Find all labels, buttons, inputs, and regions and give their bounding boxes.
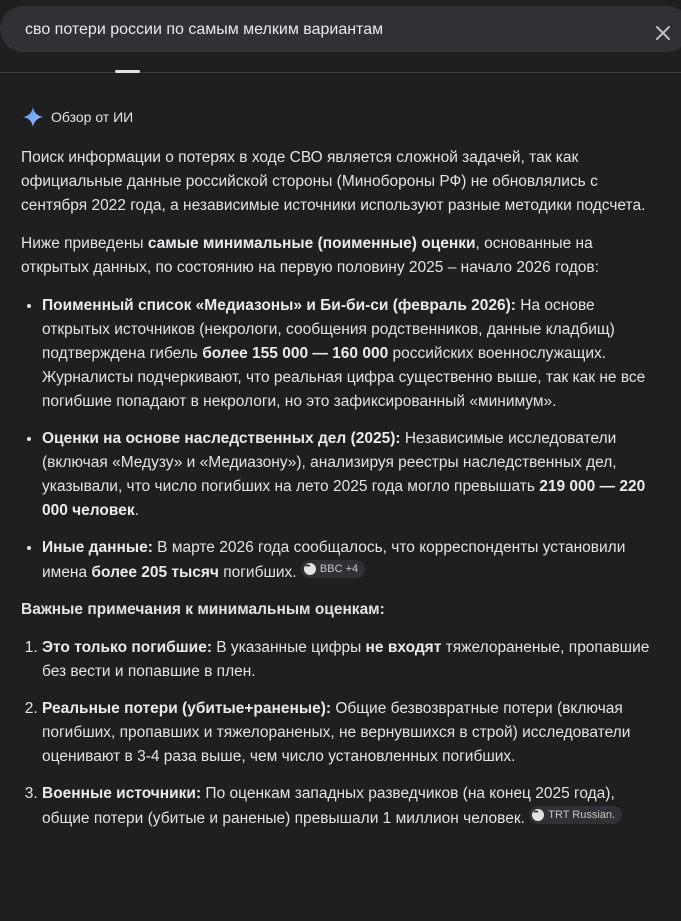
list-item-text: Общие безвозвратные потери (включая погибших, пропавших и тяжелораненых, не вернувшихся в строй) исследователи оценивают в 3-4 раза выше, чем число установленных погибших. [42, 700, 631, 765]
list-item-title: Военные источники: [42, 785, 202, 802]
ai-overview [21, 104, 661, 844]
notes-list [21, 636, 661, 831]
source-chip-label: BBC +4 [319, 563, 359, 575]
list-item-text: российских военнослужащих. Журналисты подчеркивают, что реальная цифра существенно выше, так как не все погибшие попадают в некрологи, но это зафиксированный «минимум». [42, 345, 646, 410]
list-item [42, 636, 661, 684]
source-logo-icon [532, 809, 544, 821]
list-item [42, 697, 661, 769]
list-item [42, 782, 661, 831]
list-item-text: тяжелораненые, пропавшие без вести и попавшие в плен. [42, 639, 650, 680]
list-item-text: погибших. [218, 564, 297, 581]
list-item-title: Иные данные: [42, 539, 153, 556]
list-item-figure: более 155 000 — 160 000 [202, 345, 389, 362]
ai-overview-header [21, 104, 661, 130]
list-item-text: Независимые исследователи (включая «Медузу» и «Медиазону»), анализируя реестры наследственных дел, указывали, что число погибших на лето 2025 года могло превышать [42, 430, 617, 495]
source-chip-trt[interactable] [529, 806, 622, 824]
search-input[interactable]: сво потери россии по самым мелким вариантам [25, 21, 384, 38]
list-item-text: По оценкам западных разведчиков (на конец 2025 года), общие потери (убитые и раненые) превышали 1 миллион человек. [42, 785, 615, 827]
list-item-text: В указанные цифры [211, 639, 366, 656]
summary-paragraph [21, 232, 661, 280]
list-item-figure: 219 000 — 220 000 человек [42, 478, 646, 519]
list-item-title: Оценки на основе наследственных дел (2025): [42, 430, 401, 447]
summary-text-bold: самые минимальные (поименные) оценки [147, 235, 476, 252]
list-item [42, 427, 661, 523]
tab-strip [0, 72, 681, 73]
ai-overview-title: Обзор от ИИ [51, 109, 134, 125]
list-item-title: Поименный список «Медиазоны» и Би-би-си (февраль 2026): [42, 297, 516, 314]
notes-heading: Важные примечания к минимальным оценкам: [21, 601, 385, 618]
list-item-figure: более 205 тысяч [91, 564, 219, 581]
active-tab-indicator [115, 70, 140, 73]
list-item [42, 294, 661, 414]
sparkle-icon [22, 106, 44, 128]
more-sources-icon [304, 563, 316, 575]
list-item-figure: не входят [365, 639, 442, 656]
list-item-title: Это только погибшие: [42, 639, 212, 656]
estimates-list [21, 294, 661, 585]
list-item-title: Реальные потери (убитые+раненые): [42, 700, 332, 717]
list-item-text: . [134, 502, 139, 519]
summary-text-pre: Ниже приведены [21, 235, 148, 252]
search-bar[interactable] [0, 6, 681, 52]
list-item-text: В марте 2026 года сообщалось, что корреспонденты установили имена [42, 539, 626, 581]
close-icon[interactable] [655, 25, 671, 41]
summary-text-post: , основанные на открытых данных, по состоянию на первую половину 2025 – начало 2026 годов: [21, 235, 599, 276]
intro-paragraph: Поиск информации о потерях в ходе СВО является сложной задачей, так как официальные данные российской стороны (Минобороны РФ) не обновлялись с сентября 2022 года, а независимые источники используют разные методики подсчета. [21, 149, 646, 214]
source-chip-label: TRT Russian. [548, 809, 616, 821]
source-chip-bbc[interactable] [301, 560, 365, 578]
list-item-text: На основе открытых источников (некрологи, сообщения родственников, данные кладбищ) подтверждена гибель [42, 297, 615, 362]
list-item [42, 536, 661, 585]
